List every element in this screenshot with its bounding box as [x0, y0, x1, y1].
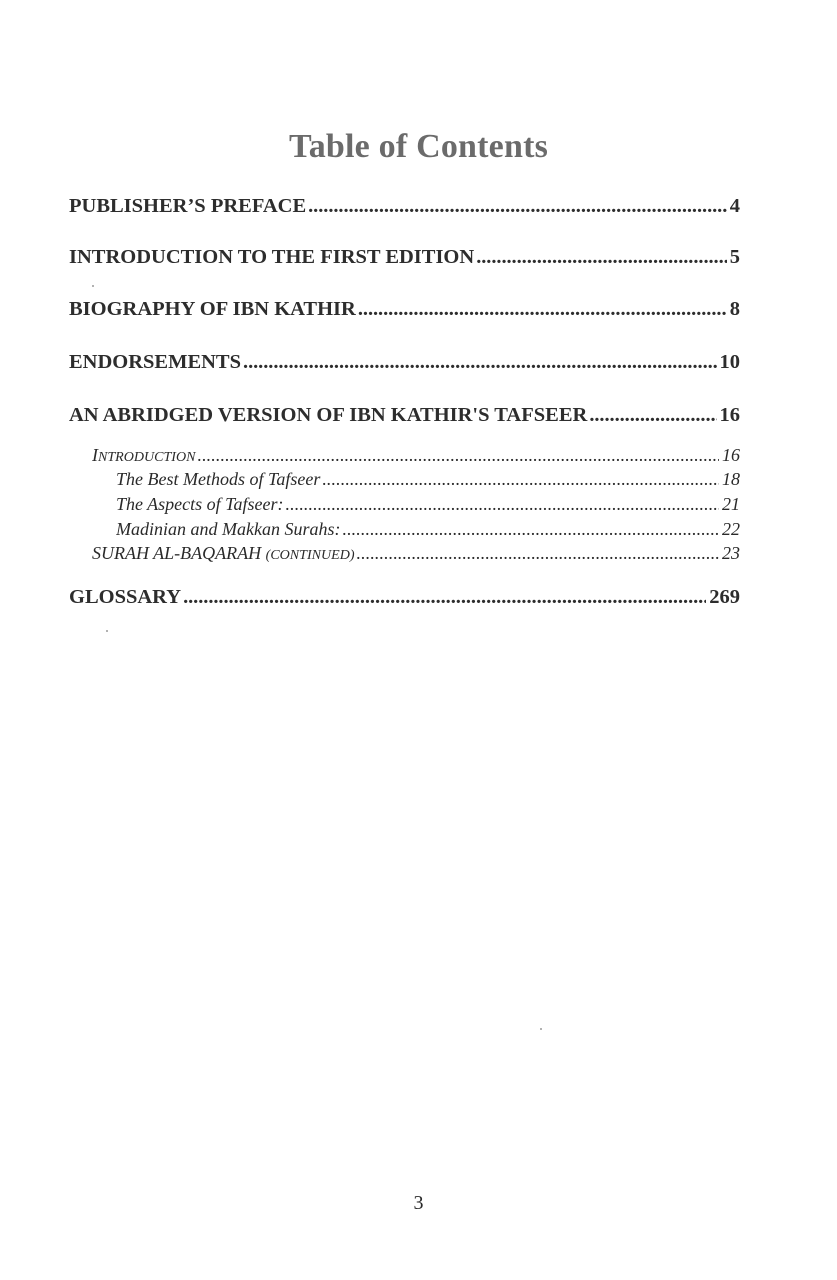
dot-leader [476, 246, 727, 269]
toc-page-number: 22 [722, 519, 740, 539]
toc-page-number: 18 [722, 469, 740, 489]
toc-entry-label: INTRODUCTION TO THE FIRST EDITION [69, 246, 475, 268]
toc-entry-publishers-preface[interactable] [69, 195, 740, 218]
toc-page-number: 16 [719, 404, 740, 426]
toc-entry-introduction-first-edition[interactable] [69, 246, 740, 269]
toc-page-number: 8 [729, 298, 740, 320]
toc-page-number: 23 [722, 543, 740, 563]
dot-leader [589, 404, 716, 427]
toc-entry-label: ENDORSEMENTS [69, 351, 242, 373]
toc-page-number: 10 [719, 351, 740, 373]
page-title: Table of Contents [288, 128, 549, 165]
toc-subentry-best-methods[interactable] [116, 469, 740, 490]
scan-speck [92, 285, 94, 287]
toc-entry-label: PUBLISHER’S PREFACE [69, 195, 307, 217]
toc-entry-label: GLOSSARY [69, 586, 182, 608]
toc-entry-label: BIOGRAPHY OF IBN KATHIR [69, 298, 356, 320]
dot-leader [342, 519, 719, 540]
toc-page-number: 269 [709, 586, 740, 608]
dot-leader [183, 586, 706, 609]
dot-leader [322, 469, 719, 490]
scan-speck [106, 630, 108, 632]
toc-entry-biography[interactable] [69, 298, 740, 321]
toc-entry-label: Madinian and Makkan Surahs: [116, 519, 341, 539]
toc-subentry-surah-al-baqarah[interactable] [92, 543, 740, 564]
toc-subentry-introduction[interactable] [92, 445, 740, 466]
dot-leader [308, 195, 727, 218]
toc-entry-abridged-version[interactable] [69, 404, 740, 427]
toc-page-number: 21 [722, 494, 740, 514]
toc-entry-label: The Aspects of Tafseer: [116, 494, 284, 514]
toc-subentry-madinian-makkan[interactable] [116, 519, 740, 540]
toc-entry-endorsements[interactable] [69, 351, 740, 374]
toc-entry-label: The Best Methods of Tafseer [116, 469, 321, 489]
toc-entry-label: SURAH AL-BAQARAH (CONTINUED) [92, 543, 355, 563]
dot-leader [357, 543, 719, 564]
toc-entry-label: AN ABRIDGED VERSION OF IBN KATHIR'S TAFSEER [69, 404, 588, 426]
dot-leader [243, 351, 716, 374]
dot-leader [286, 494, 719, 515]
toc-page-number: 5 [729, 246, 740, 268]
toc-page-number: 4 [729, 195, 740, 217]
toc-page-number: 16 [722, 445, 740, 465]
dot-leader [358, 298, 727, 321]
toc-entry-label: INTRODUCTION [92, 445, 196, 465]
dot-leader [197, 445, 719, 466]
scan-speck [540, 1028, 542, 1030]
toc-entry-glossary[interactable] [69, 586, 740, 609]
toc-subentry-aspects[interactable] [116, 494, 740, 515]
page-number: 3 [413, 1192, 424, 1214]
